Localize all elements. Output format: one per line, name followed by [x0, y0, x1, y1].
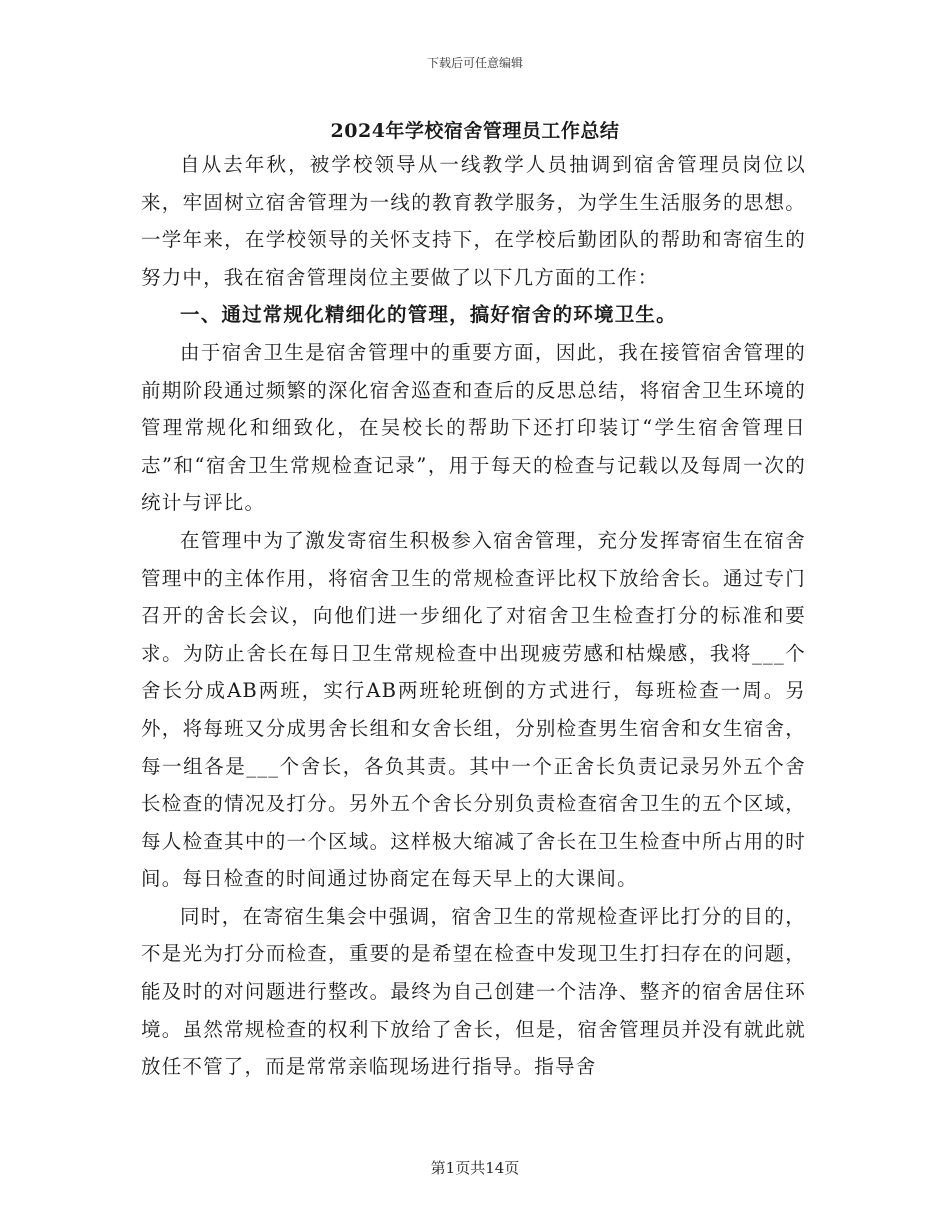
paragraph: 在管理中为了激发寄宿生积极参入宿舍管理，充分发挥寄宿生在宿舍管理中的主体作用，将宿舍卫生的常规检查评比权下放给舍长。通过专门召开的舍长会议，向他们进一步细化了对宿舍卫生检查打分的标准和要求。为防止舍长在每日卫生常规检查中出现疲劳感和枯燥感，我将___个舍长分成AB两班，实行AB两班轮班倒的方式进行，每班检查一周。另外，将每班又分成男舍长组和女舍长组，分别检查男生宿舍和女生宿舍，每一组各是___个舍长，各负其责。其中一个正舍长负责记录另外五个舍长检查的情况及打分。另外五个舍长分别负责检查宿舍卫生的五个区域，每人检查其中的一个区域。这样极大缩减了舍长在卫生检查中所占用的时间。每日检查的时间通过协商定在每天早上的大课间。 [141, 528, 806, 891]
page-header-note: 下载后可任意编辑 [426, 56, 523, 70]
paragraph: 由于宿舍卫生是宿舍管理中的重要方面，因此，我在接管宿舍管理的前期阶段通过频繁的深化宿舍巡查和查后的反思总结，将宿舍卫生环境的管理常规化和细致化，在吴校长的帮助下还打印装订“学生宿舍管理日志”和“宿舍卫生常规检查记录”，用于每天的检查与记载以及每周一次的统计与评比。 [141, 340, 806, 515]
paragraph: 同时，在寄宿生集会中强调，宿舍卫生的常规检查评比打分的目的，不是光为打分而检查，重要的是希望在检查中发现卫生打扫存在的问题，能及时的对问题进行整改。最终为自己创建一个洁净、整齐的宿舍居住环境。虽然常规检查的权利下放给了舍长，但是，宿舍管理员并没有就此就放任不管了，而是常常亲临现场进行指导。指导舍 [141, 904, 806, 1079]
document-body [141, 146, 806, 1086]
section-heading: 一、通过常规化精细化的管理，搞好宿舍的环境卫生。 [180, 303, 677, 327]
paragraph-intro: 自从去年秋，被学校领导从一线教学人员抽调到宿舍管理员岗位以来，牢固树立宿舍管理为一线的教育教学服务，为学生生活服务的思想。一学年来，在学校领导的关怀支持下，在学校后勤团队的帮助和寄宿生的努力中，我在宿舍管理岗位主要做了以下几方面的工作： [141, 153, 806, 289]
page-number: 第1页共14页 [430, 1159, 520, 1177]
document-title: 2024年学校宿舍管理员工作总结 [330, 120, 620, 142]
